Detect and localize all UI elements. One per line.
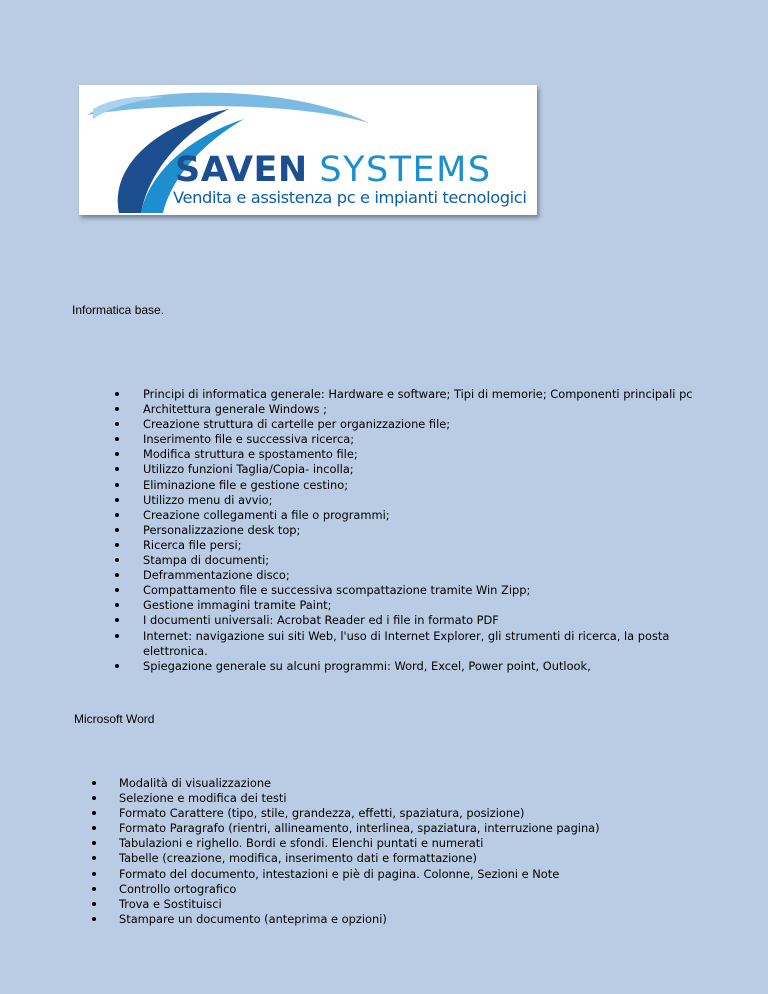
list-item: Eliminazione file e gestione cestino; xyxy=(113,478,703,493)
list-item: Trova e Sostituisci xyxy=(90,897,730,912)
list-item: Modalità di visualizzazione xyxy=(90,776,730,791)
list-item: Deframmentazione disco; xyxy=(113,568,703,583)
list-item: Architettura generale Windows ; xyxy=(113,402,703,417)
list-item: Inserimento file e successiva ricerca; xyxy=(113,432,703,447)
list-item: Formato Carattere (tipo, stile, grandezza, effetti, spaziatura, posizione) xyxy=(90,806,730,821)
list-item: Modifica struttura e spostamento file; xyxy=(113,447,703,462)
list-item: I documenti universali: Acrobat Reader ed i file in formato PDF xyxy=(113,613,703,628)
list-item: Stampa di documenti; xyxy=(113,553,703,568)
list-item: Creazione struttura di cartelle per organizzazione file; xyxy=(113,417,703,432)
brand-tagline: Vendita e assistenza pc e impianti tecnologici xyxy=(173,188,527,207)
brand-name-secondary: SYSTEMS xyxy=(319,150,492,190)
list-item: Personalizzazione desk top; xyxy=(113,523,703,538)
list-item: Spiegazione generale su alcuni programmi: Word, Excel, Power point, Outlook, xyxy=(113,659,703,674)
list-item: Ricerca file persi; xyxy=(113,538,703,553)
list-item: Controllo ortografico xyxy=(90,882,730,897)
list-item: Selezione e modifica dei testi xyxy=(90,791,730,806)
list-item: Gestione immagini tramite Paint; xyxy=(113,598,703,613)
brand-name-primary: SAVEN xyxy=(175,150,308,190)
list-item: Tabelle (creazione, modifica, inserimento dati e formattazione) xyxy=(90,851,730,866)
section-title-informatica-base: Informatica base. xyxy=(72,303,165,317)
section-title-microsoft-word: Microsoft Word xyxy=(74,712,155,726)
microsoft-word-topic-list xyxy=(90,776,730,927)
list-item: Tabulazioni e righello. Bordi e sfondi. Elenchi puntati e numerati xyxy=(90,836,730,851)
list-item: Principi di informatica generale: Hardware e software; Tipi di memorie; Componenti principali pc xyxy=(113,387,703,402)
list-item: Creazione collegamenti a file o programmi; xyxy=(113,508,703,523)
list-item: Stampare un documento (anteprima e opzioni) xyxy=(90,912,730,927)
brand-name xyxy=(175,150,492,190)
list-item: Utilizzo menu di avvio; xyxy=(113,493,703,508)
list-item: Formato del documento, intestazioni e piè di pagina. Colonne, Sezioni e Note xyxy=(90,867,730,882)
informatica-base-topic-list xyxy=(113,387,703,674)
list-item: Compattamento file e successiva scompattazione tramite Win Zipp; xyxy=(113,583,703,598)
list-item: Formato Paragrafo (rientri, allineamento, interlinea, spaziatura, interruzione pagina) xyxy=(90,821,730,836)
list-item: Internet: navigazione sui siti Web, l'uso di Internet Explorer, gli strumenti di ricerca, la posta elettronica. xyxy=(113,629,703,659)
list-item: Utilizzo funzioni Taglia/Copia- incolla; xyxy=(113,462,703,477)
company-logo xyxy=(79,85,537,215)
logo-swoosh-arc xyxy=(87,93,369,123)
